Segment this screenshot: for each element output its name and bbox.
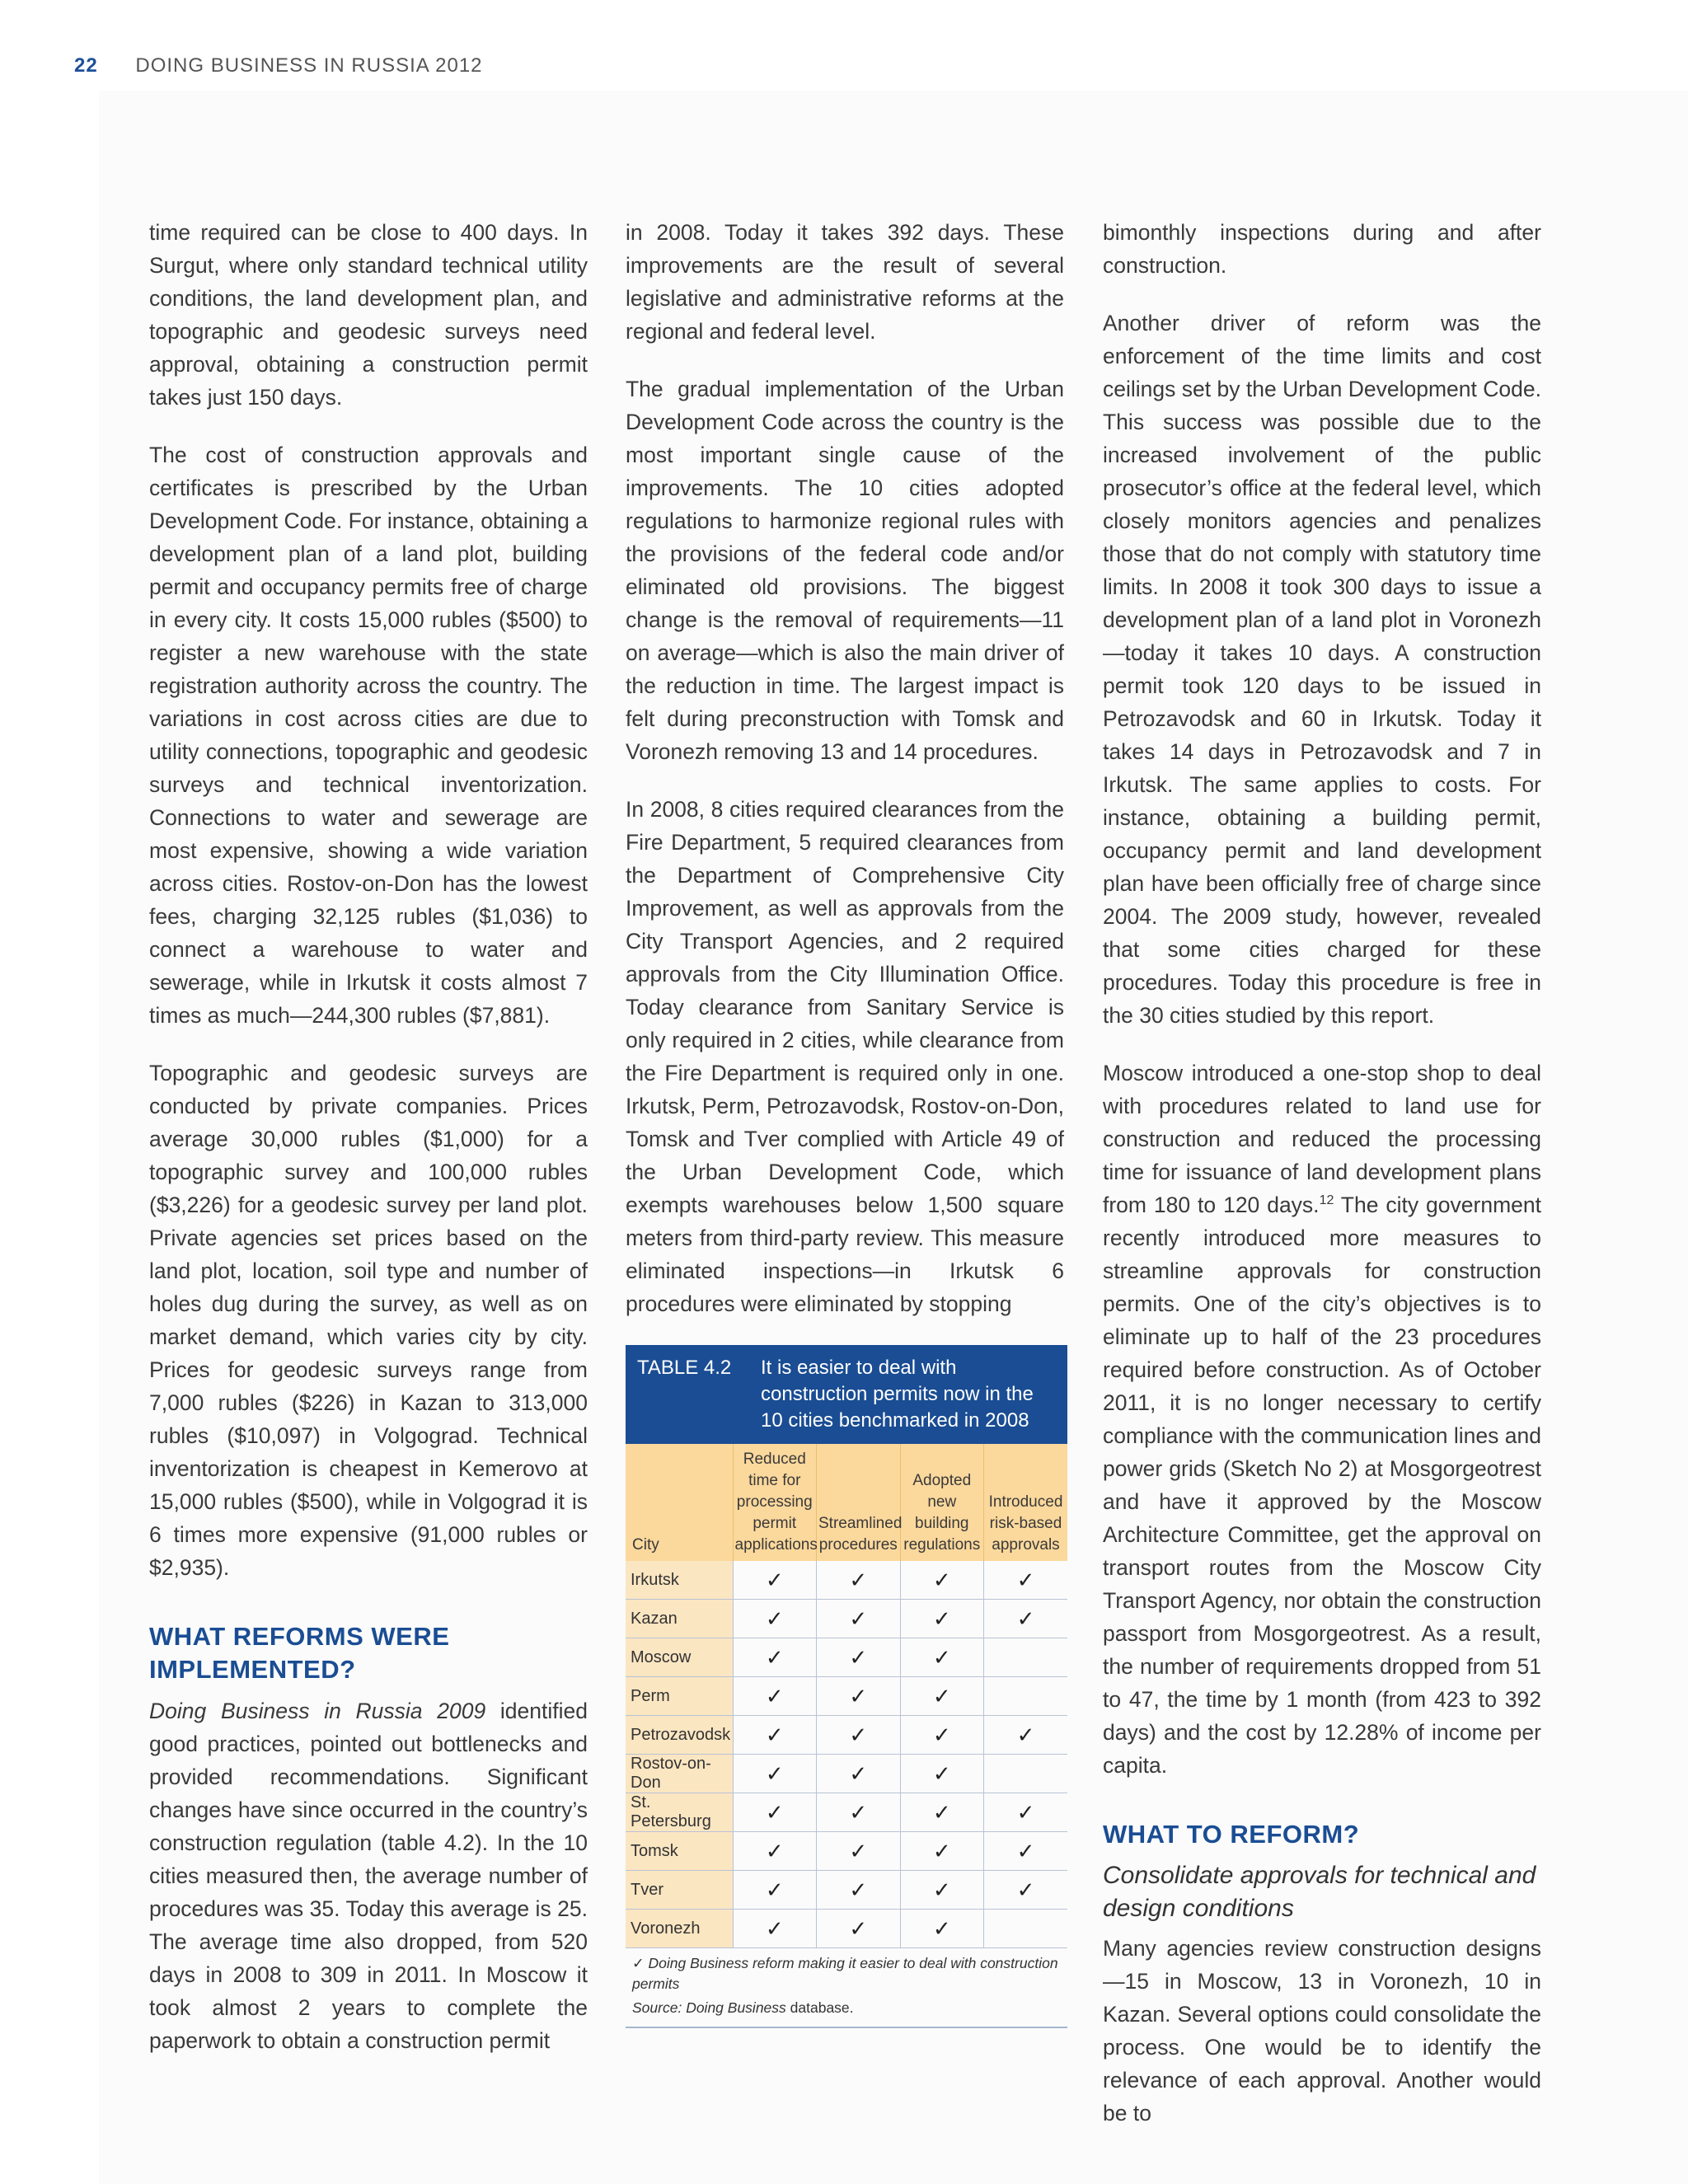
table-check-cell: ✓ [817,1638,901,1677]
col3-paragraph-1: bimonthly inspections during and after construction. [1103,220,1541,278]
table-row [626,1600,1067,1638]
table-check-cell: ✓ [733,1716,817,1755]
table-city-cell: Voronezh [626,1910,733,1948]
table-note: ✓ Doing Business reform making it easier to deal with construction permits [632,1955,1058,1992]
col1-paragraph-2: The cost of construction approvals and certificates is prescribed by the Urban Development Code. For instance, obtaining a development plan of a land plot, building permit and occupancy permits free of charge in every city. It costs 15,000 rubles ($500) to register a new warehouse with the state registration authority across the country. The variations in cost across cities are due to utility connections, topographic and geodesic surveys and technical inventorization. Connections to water and sewerage are most expensive, showing a wide variation across cities. Rostov-on-Don has the lowest fees, charging 32,125 rubles ($1,036) to connect a warehouse to water and sewerage, while in Irkutsk it costs almost 7 times as much—244,300 rubles ($7,881). [149,443,588,1028]
col1-paragraph-4 [149,1694,588,2057]
col1-paragraph-3: Topographic and geodesic surveys are conducted by private companies. Prices average 30,000 rubles ($1,000) for a topographic survey and 100,000 rubles ($3,226) for a geodesic survey per land plot. Private agencies set prices based on the land plot, location, soil type and number of holes dug during the survey, as well as on market demand, which varies city by city. Prices for geodesic surveys range from 7,000 rubles ($226) in Kazan to 313,000 rubles ($10,097) in Volgograd. Technical inventorization is cheapest in Kemerovo at 15,000 rubles ($500), while in Volgograd it is 6 times more expensive (91,000 rubles or $2,935). [149,1061,588,1580]
table-row [626,1871,1067,1910]
table-check-cell: ✓ [817,1910,901,1948]
table-source-italic: Doing Business [686,1999,786,2016]
table-check-cell: ✓ [817,1716,901,1755]
table-check-cell [984,1910,1068,1948]
table-city-cell: Irkutsk [626,1561,733,1600]
table-4-2 [626,1345,1067,2028]
table-check-cell: ✓ [817,1561,901,1600]
table-row [626,1755,1067,1793]
table-check-cell: ✓ [733,1600,817,1638]
col3-paragraph-4: Many agencies review construction designs—15 in Moscow, 13 in Voronezh, 10 in Kazan. Several options could consolidate the process. One would be to identify the relevance of each approval. Another would be to [1103,1936,1541,2125]
table-check-cell: ✓ [900,1561,984,1600]
table-check-cell: ✓ [817,1677,901,1716]
table-check-cell: ✓ [733,1910,817,1948]
table-column-header: Reduced time for processing permit applications [733,1444,817,1561]
table-row [626,1638,1067,1677]
table-check-cell: ✓ [900,1871,984,1910]
table-check-cell: ✓ [984,1561,1068,1600]
col3-paragraph-3 [1103,1057,1541,1782]
table-check-cell: ✓ [733,1832,817,1871]
table-check-cell: ✓ [900,1638,984,1677]
table-column-header: Streamlined procedures [817,1444,901,1561]
table-check-cell: ✓ [984,1793,1068,1832]
table-check-cell: ✓ [817,1600,901,1638]
table-city-cell: Perm [626,1677,733,1716]
table-check-cell: ✓ [900,1832,984,1871]
table-city-cell: Tver [626,1871,733,1910]
table-check-cell [984,1677,1068,1716]
column-2 [626,216,1064,2028]
table-header-row [626,1444,1067,1561]
table-check-cell: ✓ [733,1793,817,1832]
table-row [626,1561,1067,1600]
table-check-cell: ✓ [984,1871,1068,1910]
table-check-cell: ✓ [900,1910,984,1948]
table-source-label: Source: [632,1999,687,2016]
column-3 [1103,216,1541,2154]
table-check-cell: ✓ [984,1832,1068,1871]
report-title-italic: Doing Business in Russia 2009 [149,1699,486,1723]
table-check-cell: ✓ [900,1600,984,1638]
col1-paragraph-1: time required can be close to 400 days. In Surgut, where only standard technical utility conditions, the land development plan, and topographic and geodesic surveys need approval, obtaining a construction permit takes just 150 days. [149,220,588,410]
table-row [626,1793,1067,1832]
table-check-cell: ✓ [817,1832,901,1871]
table-check-cell: ✓ [900,1793,984,1832]
table-label: TABLE 4.2 [637,1357,732,1379]
table-column-header: City [626,1444,733,1561]
table-city-cell: Rostov-on-Don [626,1755,733,1793]
table-check-cell: ✓ [817,1755,901,1793]
table-check-cell: ✓ [817,1871,901,1910]
col3-paragraph-3a: Moscow introduced a one-stop shop to deal with procedures related to land use for construction and reduced the processing time for issuance of land development plans from 180 to 120 days. [1103,1061,1541,1217]
table-check-cell: ✓ [900,1677,984,1716]
table-check-cell: ✓ [900,1755,984,1793]
table-check-cell: ✓ [984,1600,1068,1638]
table-row [626,1677,1067,1716]
table-check-cell: ✓ [900,1716,984,1755]
col3-paragraph-2: Another driver of reform was the enforcement of the time limits and cost ceilings set by the Urban Development Code. This success was possible due to the increased involvement of the public prosecutor’s office at the federal level, which closely monitors agencies and penalizes those that do not comply with statutory time limits. In 2008 it took 300 days to issue a development plan of a land plot in Voronezh—today it takes 10 days. A construction permit took 120 days to be issued in Petrozavodsk and 60 in Irkutsk. Today it takes 14 days in Petrozavodsk and 7 in Irkutsk. The same applies to costs. For instance, obtaining a building permit, occupancy permit and land development plan have been officially free of charge since 2004. The 2009 study, however, revealed that some cities charged for these procedures. Today this procedure is free in the 30 cities studied by this report. [1103,311,1541,1028]
col2-paragraph-1: in 2008. Today it takes 392 days. These improvements are the result of several legislative and administrative reforms at the regional and federal level. [626,220,1064,344]
col1-paragraph-4-text: identified good practices, pointed out bottlenecks and provided recommendations. Significant changes have since occurred in the country’s construction regulation (table 4.2). In the 10 cities measured then, the average number of procedures was 35. Today this average is 25. The average time also dropped, from 520 days in 2008 to 309 in 2011. In Moscow it took almost 2 years to complete the paperwork to obtain a construction permit [149,1699,588,2053]
table-city-cell: Petrozavodsk [626,1716,733,1755]
table-city-cell: Moscow [626,1638,733,1677]
table-source-rest: database. [785,1999,854,2016]
table-check-cell: ✓ [733,1755,817,1793]
table-title-bar [626,1345,1067,1444]
table-city-cell: St. Petersburg [626,1793,733,1832]
table-check-cell [984,1638,1068,1677]
table-row [626,1716,1067,1755]
table-check-cell: ✓ [984,1716,1068,1755]
table-city-cell: Kazan [626,1600,733,1638]
table-column-header: Adopted new building regulations [900,1444,984,1561]
table-check-cell: ✓ [733,1677,817,1716]
section-heading-what-to-reform: WHAT TO REFORM? [1103,1820,1360,1849]
table-check-cell: ✓ [733,1561,817,1600]
running-title: DOING BUSINESS IN RUSSIA 2012 [135,54,483,77]
table-source [626,1996,1067,2027]
table-row [626,1832,1067,1871]
table-check-cell: ✓ [733,1638,817,1677]
table-check-cell [984,1755,1068,1793]
col2-paragraph-2: The gradual implementation of the Urban Development Code across the country is the most important single cause of the improvements. The 10 cities adopted regulations to harmonize regional rules with the provisions of the federal code and/or eliminated old provisions. The biggest change is the removal of requirements—11 on average—which is also the main driver of the reduction in time. The largest impact is felt during preconstruction with Tomsk and Voronezh removing 13 and 14 procedures. [626,377,1064,764]
page-header [74,54,483,77]
column-1 [149,216,588,2082]
footnote-marker: 12 [1319,1193,1334,1208]
col2-paragraph-3: In 2008, 8 cities required clearances from the Fire Department, 5 required clearances from the Department of Comprehensive City Improvement, as well as approvals from the City Transport Agencies, and 2 required approvals from the City Illumination Office. Today clearance from Sanitary Service is only required in 2 cities, while clearance from the Fire Department is required only in one. Irkutsk, Perm, Petrozavodsk, Rostov-on-Don, Tomsk and Tver complied with Article 49 of the Urban Development Code, which exempts warehouses below 1,500 square meters from third-party review. This measure eliminated inspections—in Irkutsk 6 procedures were eliminated by stopping [626,797,1064,1316]
page-number: 22 [74,54,98,77]
section-heading-reforms-implemented: WHAT REFORMS WERE IMPLEMENTED? [149,1622,450,1684]
table-check-cell: ✓ [733,1871,817,1910]
table-column-header: Introduced risk-based approvals [984,1444,1068,1561]
table-check-cell: ✓ [817,1793,901,1832]
subheading-consolidate-approvals: Consolidate approvals for technical and design conditions [1103,1862,1536,1922]
table-row [626,1910,1067,1948]
table-city-cell: Tomsk [626,1832,733,1871]
table-title: It is easier to deal with construction permits now in the 10 cities benchmarked in 2008 [761,1357,1034,1432]
col3-paragraph-3b: The city government recently introduced more measures to streamline approvals for construction permits. One of the city’s objectives is to eliminate up to half of the 23 procedures required before construction. As of October 2011, it is no longer necessary to certify compliance with the communication lines and power grids (Sketch No 2) at Mosgorgeotrest and have it approved by the Moscow Architecture Committee, get the approval on transport routes from the Moscow City Transport Agency, nor obtain the construction passport from Mosgorgeotrest. As a result, the number of requirements dropped from 51 to 47, the time by 1 month (from 423 to 392 days) and the cost by 12.28% of income per capita. [1103,1193,1541,1778]
table-grid [626,1444,1067,1948]
